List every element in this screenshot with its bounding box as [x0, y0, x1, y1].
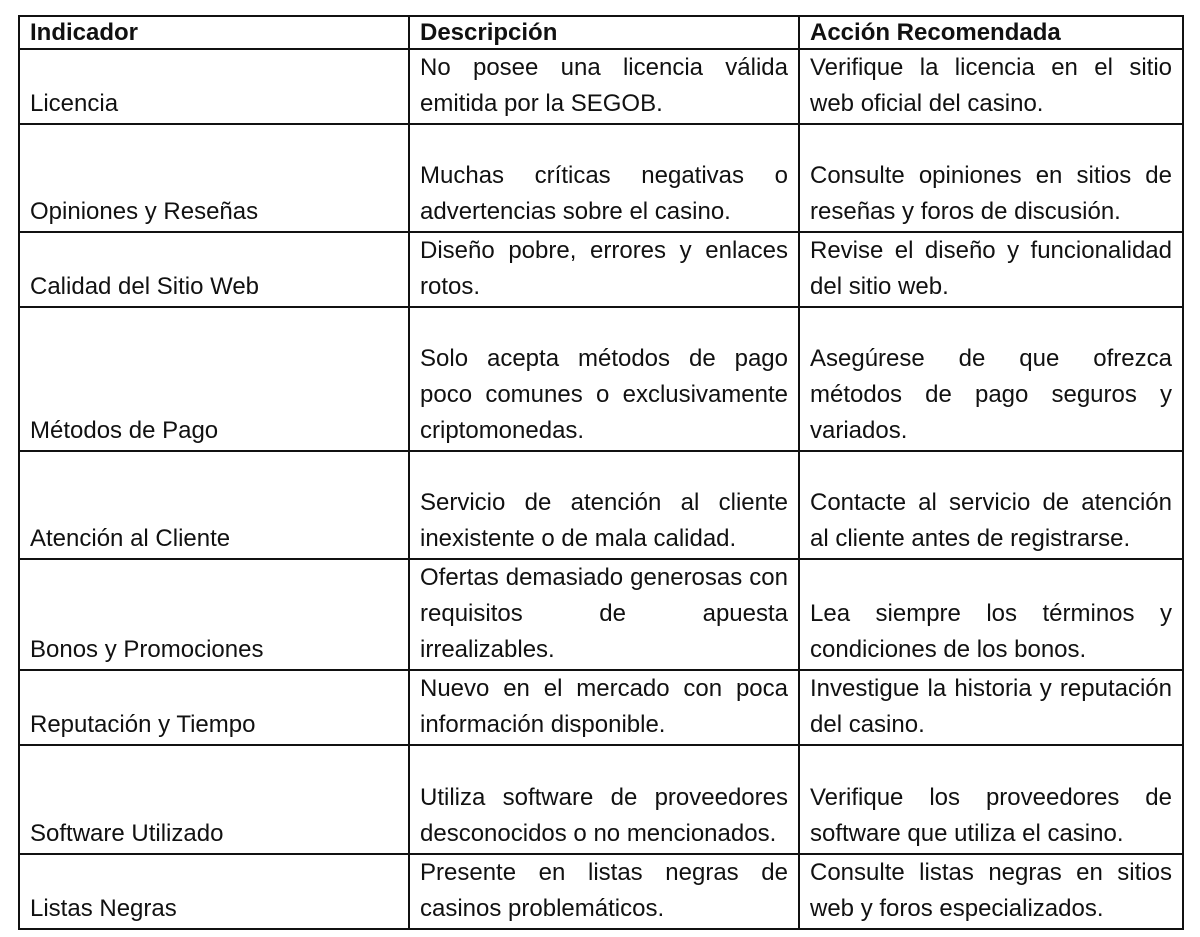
table-row	[19, 451, 1183, 559]
indicator-cell: Software Utilizado	[19, 745, 409, 854]
description-cell: Ofertas demasiado generosas con requisitos de apuesta irrealizables.	[409, 559, 799, 670]
action-cell: Asegúrese de que ofrezca métodos de pago seguros y variados.	[799, 307, 1183, 451]
table-row	[19, 124, 1183, 232]
action-cell: Verifique los proveedores de software que utiliza el casino.	[799, 745, 1183, 854]
header-accion-recomendada: Acción Recomendada	[799, 16, 1183, 49]
action-cell: Investigue la historia y reputación del casino.	[799, 670, 1183, 745]
description-cell: Muchas críticas negativas o advertencias sobre el casino.	[409, 124, 799, 232]
table-row	[19, 745, 1183, 854]
description-cell: Nuevo en el mercado con poca información disponible.	[409, 670, 799, 745]
indicators-table	[18, 15, 1184, 930]
table-row	[19, 307, 1183, 451]
description-cell: Servicio de atención al cliente inexistente o de mala calidad.	[409, 451, 799, 559]
description-cell: Diseño pobre, errores y enlaces rotos.	[409, 232, 799, 307]
indicator-cell: Métodos de Pago	[19, 307, 409, 451]
description-cell: Utiliza software de proveedores desconocidos o no mencionados.	[409, 745, 799, 854]
description-cell: Solo acepta métodos de pago poco comunes o exclusivamente criptomonedas.	[409, 307, 799, 451]
action-cell: Contacte al servicio de atención al cliente antes de registrarse.	[799, 451, 1183, 559]
table-row	[19, 49, 1183, 124]
header-row	[19, 16, 1183, 49]
action-cell: Verifique la licencia en el sitio web oficial del casino.	[799, 49, 1183, 124]
action-cell: Lea siempre los términos y condiciones de los bonos.	[799, 559, 1183, 670]
table-row	[19, 232, 1183, 307]
indicator-cell: Opiniones y Reseñas	[19, 124, 409, 232]
header-indicador: Indicador	[19, 16, 409, 49]
table-row	[19, 559, 1183, 670]
indicator-cell: Calidad del Sitio Web	[19, 232, 409, 307]
table-row	[19, 854, 1183, 929]
table-row	[19, 670, 1183, 745]
indicator-cell: Licencia	[19, 49, 409, 124]
indicator-cell: Listas Negras	[19, 854, 409, 929]
action-cell: Consulte listas negras en sitios web y foros especializados.	[799, 854, 1183, 929]
header-descripcion: Descripción	[409, 16, 799, 49]
indicator-cell: Atención al Cliente	[19, 451, 409, 559]
description-cell: No posee una licencia válida emitida por la SEGOB.	[409, 49, 799, 124]
description-cell: Presente en listas negras de casinos problemáticos.	[409, 854, 799, 929]
action-cell: Consulte opiniones en sitios de reseñas y foros de discusión.	[799, 124, 1183, 232]
indicator-cell: Bonos y Promociones	[19, 559, 409, 670]
action-cell: Revise el diseño y funcionalidad del sitio web.	[799, 232, 1183, 307]
indicator-cell: Reputación y Tiempo	[19, 670, 409, 745]
